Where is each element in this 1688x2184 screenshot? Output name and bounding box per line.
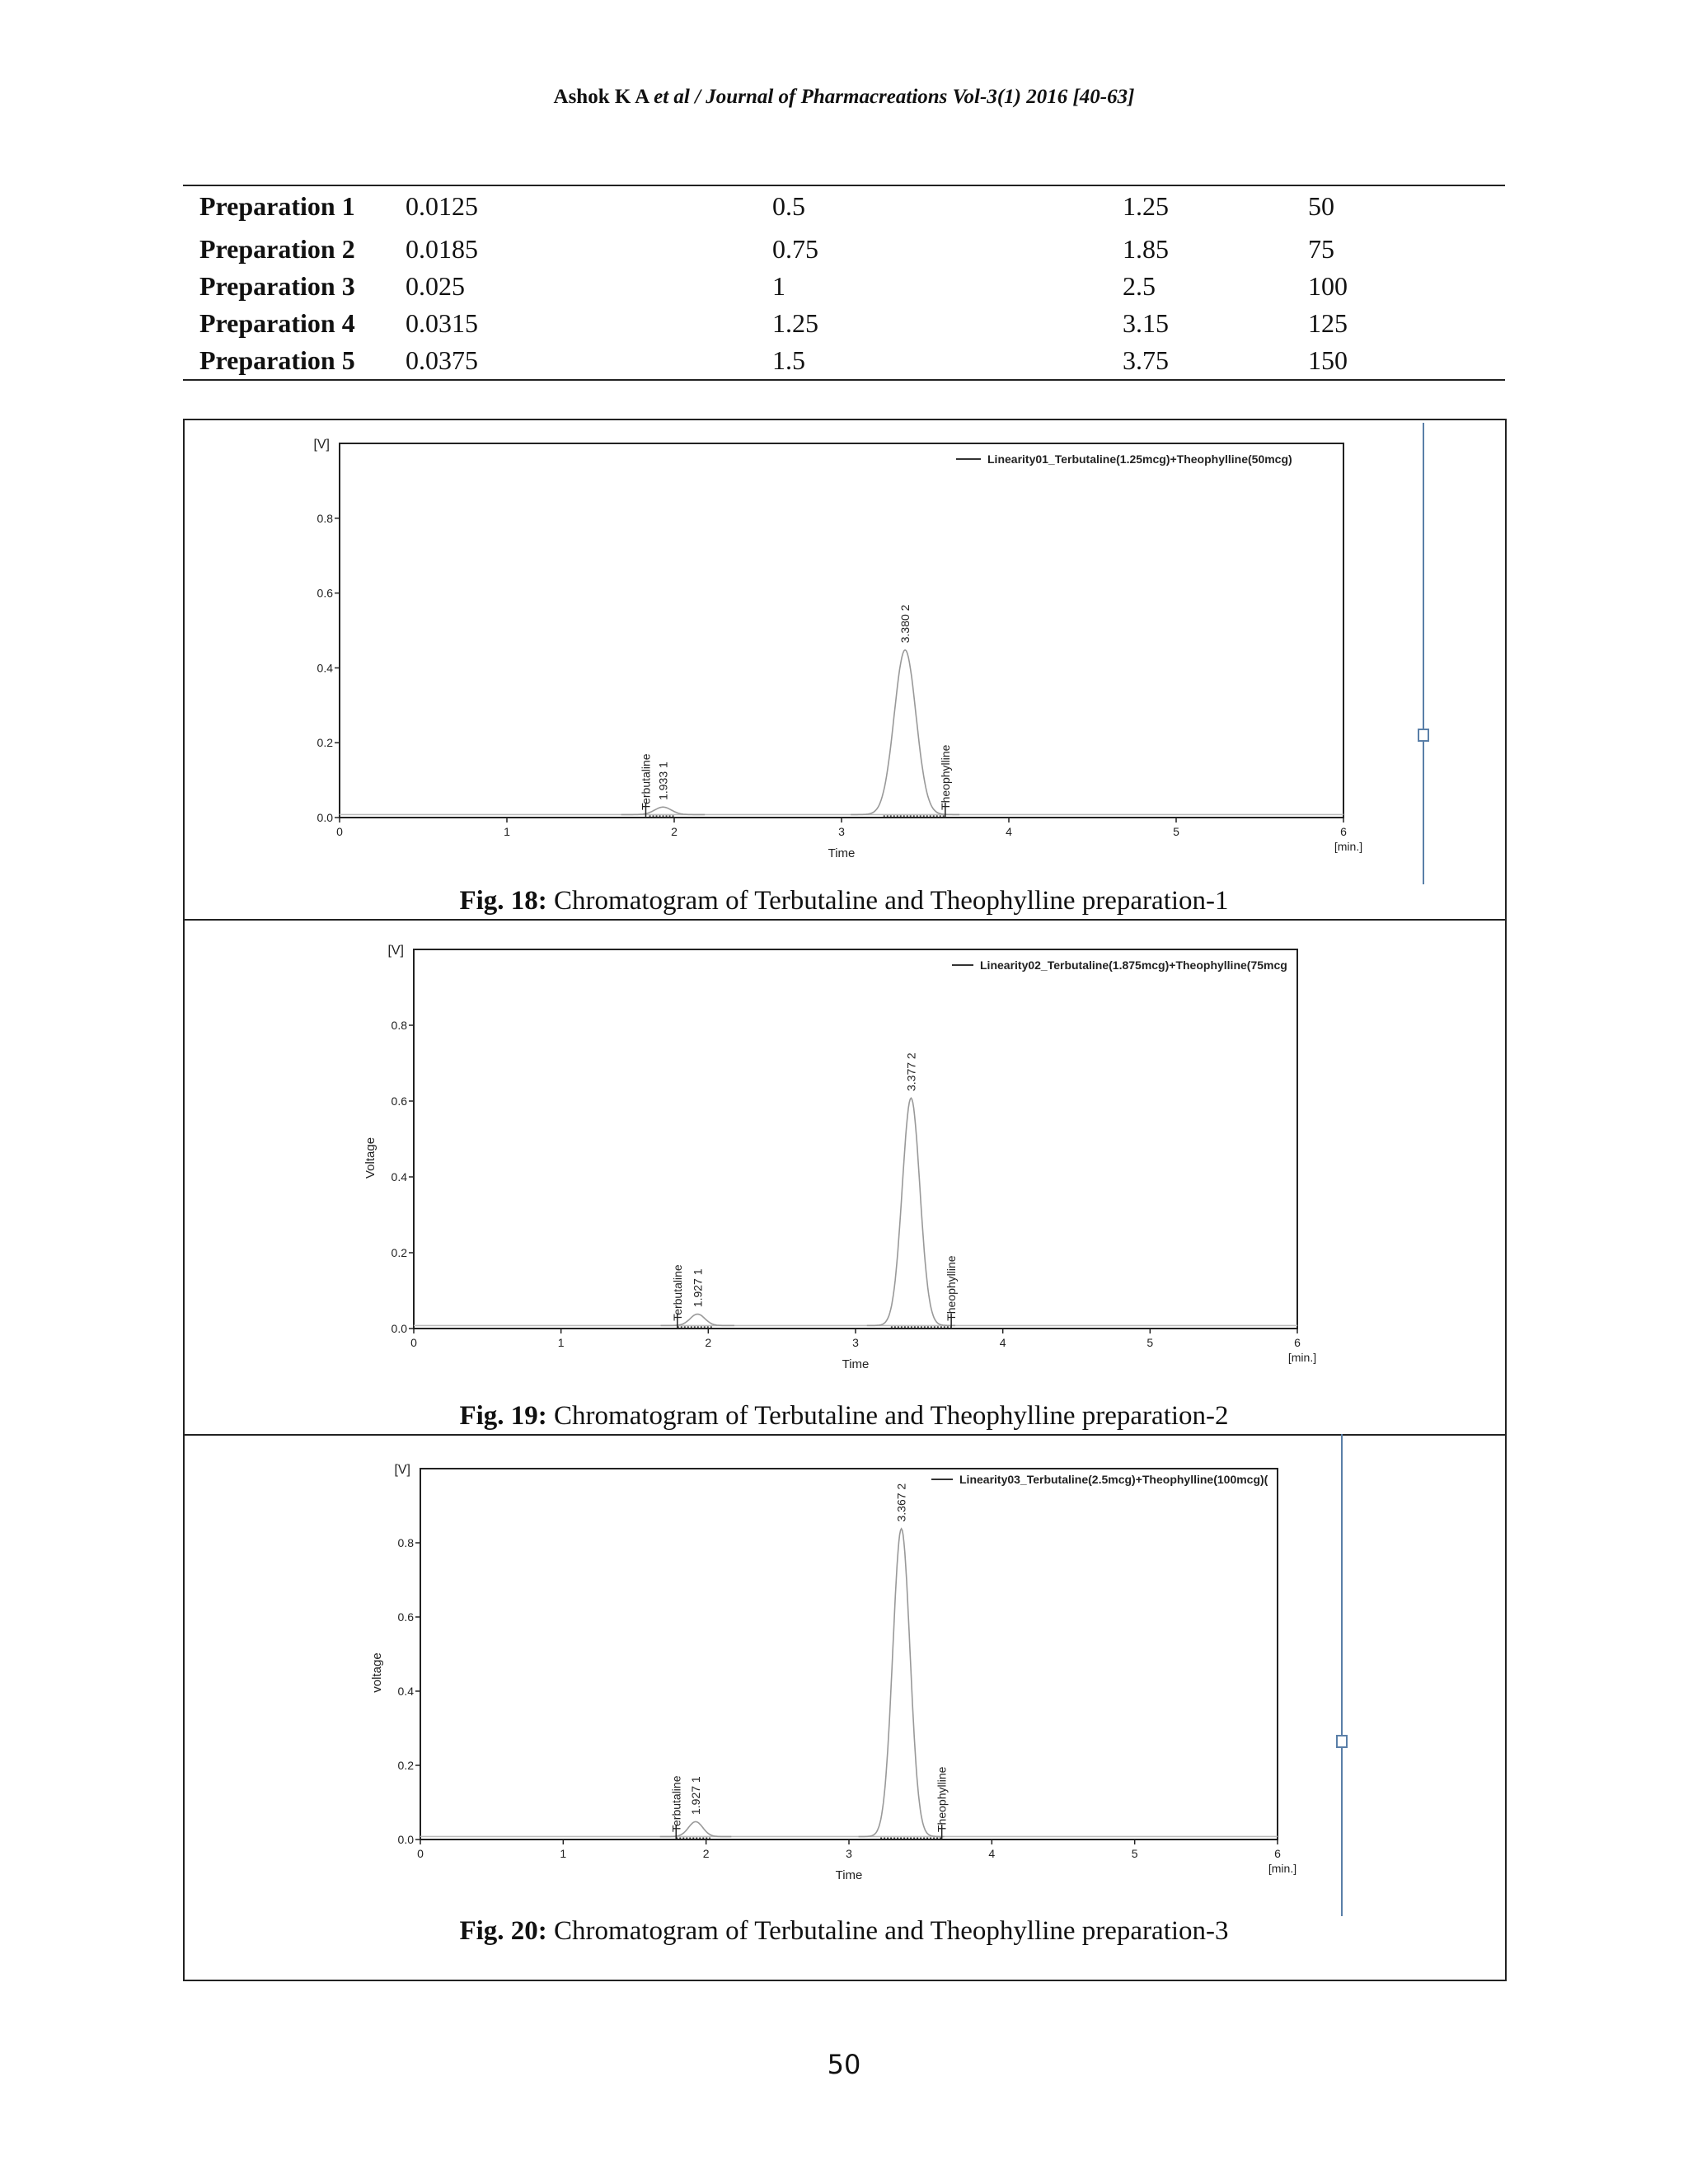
x-unit-label: [min.] [1334,840,1363,853]
chart-svg [297,429,1442,865]
chromatogram-fig-19 [363,940,1385,1401]
plot-frame [414,949,1297,1329]
peak-trace [867,1098,955,1325]
y-unit-label: [V] [394,1463,410,1477]
y-tick-label: 0.4 [391,1170,407,1183]
row-label: Preparation 4 [199,308,355,338]
table-row [183,268,1505,305]
compound-label: Theophylline [945,1255,959,1321]
header-authors: Ashok K A [553,86,649,108]
table-cell: 1 [772,271,785,301]
chromatogram-fig-20 [363,1459,1352,1920]
y-tick-label: 0.6 [391,1094,407,1108]
x-unit-label: [min.] [1268,1862,1297,1875]
figure-separator [185,919,1505,921]
y-unit-label: [V] [387,944,404,958]
table-cell: 1.85 [1123,234,1169,264]
preparation-table [183,185,1505,381]
table-cell: 100 [1308,271,1348,301]
x-tick-label: 3 [852,1336,859,1349]
page-number: 50 [827,2049,861,2080]
peak-label: 3.380 2 [898,604,912,644]
figure-caption-text: Chromatogram of Terbutaline and Theophylline preparation-3 [554,1916,1229,1946]
side-guide-line [1423,423,1424,884]
table-cell: 125 [1308,308,1348,338]
header-etal: et al [654,86,690,108]
y-axis-label: Voltage [363,1137,377,1179]
compound-label: Theophylline [935,1766,949,1832]
plot-frame [340,443,1343,818]
table-cell: 1.25 [772,308,818,338]
row-label: Preparation 1 [199,190,355,221]
table-cell: 75 [1308,234,1334,264]
running-head [0,86,1688,109]
y-tick-label: 0.6 [316,586,333,600]
y-axis-label: voltage [370,1652,384,1693]
compound-label: Terbutaline [639,753,653,810]
legend-label: Linearity01_Terbutaline(1.25mcg)+Theophylline(50mcg) [987,452,1292,466]
x-tick-label: 1 [560,1847,567,1860]
table-cell: 50 [1308,190,1334,221]
table-cell: 0.025 [406,271,465,301]
table-cell: 0.0375 [406,345,478,375]
figure-label: Fig. 19: [459,1401,547,1431]
table-cell: 0.0185 [406,234,478,264]
figure-separator [185,1434,1505,1436]
y-tick-label: 0.2 [391,1246,407,1259]
side-guide-handle [1336,1735,1348,1748]
table-cell: 0.0125 [406,190,478,221]
y-tick-label: 0.8 [397,1536,414,1549]
header-journal: / Journal of Pharmacreations Vol-3(1) 2016 [40-63] [695,86,1135,108]
peak-trace [621,807,706,814]
x-tick-label: 5 [1146,1336,1154,1349]
table-cell: 0.5 [772,190,805,221]
row-label: Preparation 2 [199,234,355,264]
figure-caption-text: Chromatogram of Terbutaline and Theophylline preparation-1 [554,886,1229,916]
table-cell: 1.5 [772,345,805,375]
y-unit-label: [V] [313,438,330,452]
table-cell: 2.5 [1123,271,1156,301]
figure-label: Fig. 18: [459,886,547,916]
row-label: Preparation 3 [199,271,355,301]
table-cell: 3.15 [1123,308,1169,338]
peak-label: 3.377 2 [904,1052,918,1091]
x-tick-label: 3 [838,825,845,838]
table-cell: 1.25 [1123,190,1169,221]
x-unit-label: [min.] [1287,1351,1317,1364]
peak-label: 1.927 1 [691,1268,705,1308]
figure-caption-18 [0,886,1688,916]
x-tick-label: 2 [705,1336,712,1349]
x-tick-label: 6 [1294,1336,1301,1349]
figure-label: Fig. 20: [459,1916,547,1946]
figure-caption-text: Chromatogram of Terbutaline and Theophylline preparation-2 [554,1401,1229,1431]
x-tick-label: 6 [1340,825,1347,838]
x-axis-label: Time [842,1357,870,1371]
side-guide-line [1341,1434,1343,1916]
compound-label: Theophylline [938,744,952,810]
row-label: Preparation 5 [199,345,355,375]
side-guide-handle [1418,729,1429,742]
plot-frame [420,1469,1278,1840]
x-tick-label: 5 [1131,1847,1138,1860]
x-tick-label: 3 [846,1847,852,1860]
chart-svg [363,940,1385,1401]
y-tick-label: 0.0 [391,1322,407,1335]
x-tick-label: 1 [557,1336,565,1349]
x-tick-label: 1 [504,825,510,838]
table-row [183,342,1505,380]
compound-label: Terbutaline [670,1264,684,1321]
x-tick-label: 2 [671,825,678,838]
x-tick-label: 0 [410,1336,417,1349]
y-tick-label: 0.4 [316,661,333,675]
compound-label: Terbutaline [669,1775,683,1832]
peak-label: 3.367 2 [894,1483,908,1522]
y-tick-label: 0.0 [397,1833,414,1846]
x-tick-label: 6 [1274,1847,1281,1860]
y-tick-label: 0.2 [397,1759,414,1772]
table-row [183,185,1505,231]
x-tick-label: 2 [702,1847,710,1860]
x-tick-label: 4 [1006,825,1012,838]
y-tick-label: 0.4 [397,1685,414,1698]
y-tick-label: 0.2 [316,736,333,750]
table-cell: 3.75 [1123,345,1169,375]
figure-caption-19 [0,1401,1688,1432]
table-row [183,231,1505,268]
x-tick-label: 4 [988,1847,996,1860]
x-tick-label: 4 [999,1336,1006,1349]
x-tick-label: 0 [417,1847,424,1860]
chromatogram-fig-18 [297,429,1442,865]
x-axis-label: Time [828,846,856,860]
x-tick-label: 5 [1173,825,1179,838]
y-tick-label: 0.0 [316,811,333,824]
x-tick-label: 0 [336,825,343,838]
y-tick-label: 0.8 [316,511,333,525]
x-axis-label: Time [835,1868,863,1882]
table-row [183,305,1505,342]
peak-trace [859,1529,945,1836]
table-cell: 0.75 [772,234,818,264]
legend-label: Linearity02_Terbutaline(1.875mcg)+Theophylline(75mcg [980,958,1287,972]
figure-caption-20 [0,1916,1688,1947]
peak-label: 1.927 1 [689,1776,703,1815]
peak-label: 1.933 1 [656,762,670,800]
table-cell: 0.0315 [406,308,478,338]
table-cell: 150 [1308,345,1348,375]
legend-label: Linearity03_Terbutaline(2.5mcg)+Theophylline(100mcg)( [959,1473,1268,1486]
chart-svg [363,1459,1352,1920]
y-tick-label: 0.6 [397,1610,414,1624]
y-tick-label: 0.8 [391,1019,407,1032]
